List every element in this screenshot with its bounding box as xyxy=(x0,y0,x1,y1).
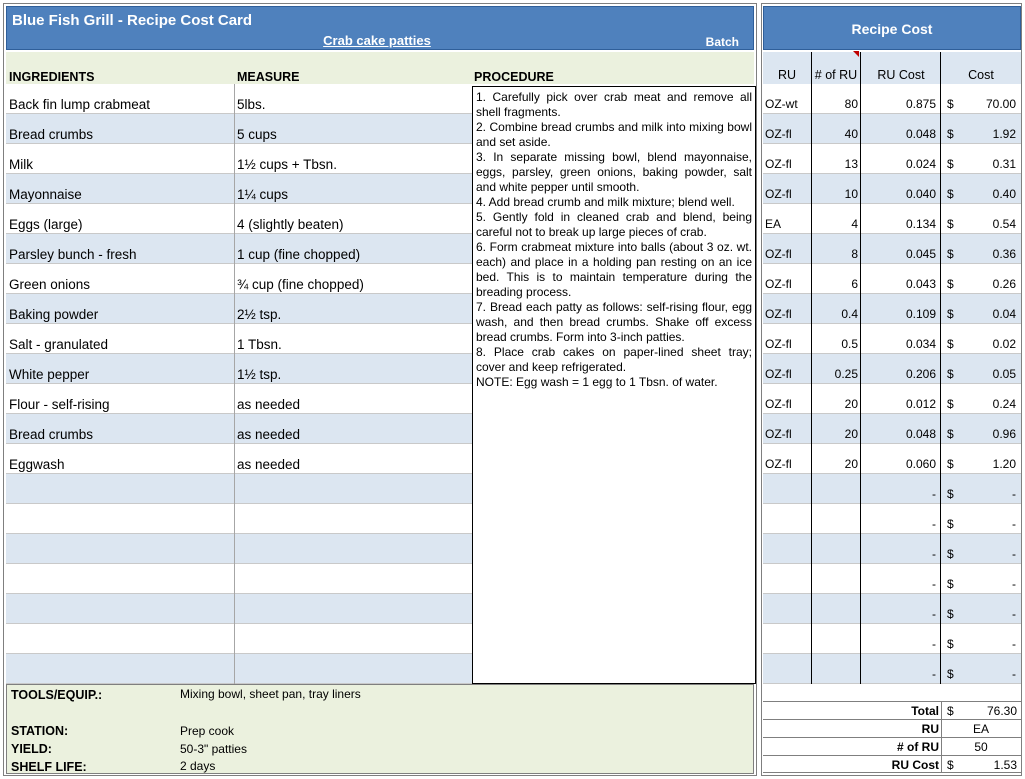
cost-title: Recipe Cost xyxy=(851,21,933,37)
cost-cell[interactable]: 0.02 xyxy=(992,337,1016,351)
cost-row xyxy=(763,444,1021,474)
ru-cost-cell[interactable]: 0.134 xyxy=(905,217,936,231)
ru-cell[interactable]: OZ-fl xyxy=(765,307,792,321)
ingredient-name[interactable]: Parsley bunch - fresh xyxy=(9,247,137,262)
totals-block xyxy=(763,701,1021,773)
ru-cost-cell[interactable]: 0.012 xyxy=(905,397,936,411)
cost-header: Cost xyxy=(968,68,994,82)
procedure-step: 4. Add bread crumb and milk mixture; blend well. xyxy=(476,195,735,209)
ingredient-row xyxy=(6,654,472,684)
cost-cell[interactable]: 0.31 xyxy=(992,157,1016,171)
currency-sign: $ xyxy=(947,457,954,471)
procedure-step: 8. Place crab cakes on paper-lined sheet tray; cover and keep refrigerated. xyxy=(476,345,752,374)
ru-cost-value[interactable]: 1.53 xyxy=(993,758,1017,772)
num-ru-value[interactable]: 50 xyxy=(974,740,988,754)
cost-row xyxy=(763,414,1021,444)
ru-cell[interactable]: OZ-fl xyxy=(765,367,792,381)
cost-cell[interactable]: 0.26 xyxy=(992,277,1016,291)
cell-divider xyxy=(234,84,235,114)
ru-cell[interactable]: OZ-fl xyxy=(765,457,792,471)
procedure-step: 5. Gently fold in cleaned crab and blend, being careful not to break up large pieces of crab. xyxy=(476,210,752,239)
ingredient-name[interactable]: Back fin lump crabmeat xyxy=(9,97,151,112)
ingredient-row xyxy=(6,414,472,444)
column-divider xyxy=(940,52,941,684)
num-ru-cell[interactable]: 40 xyxy=(844,127,858,141)
recipe-cost-panel xyxy=(761,3,1022,776)
currency-sign: $ xyxy=(947,217,954,231)
ru-cell[interactable]: OZ-wt xyxy=(765,97,798,111)
procedure-step: 3. In separate missing bowl, blend mayonnaise, eggs, parsley, green onions, baking powder, salt and white pepper until smooth. xyxy=(476,150,752,194)
ru-cost-cell[interactable]: - xyxy=(932,607,936,621)
batch-label: Batch xyxy=(705,35,739,49)
cost-cell[interactable]: - xyxy=(1012,607,1016,621)
ingredient-row xyxy=(6,624,472,654)
ingredient-name[interactable]: Green onions xyxy=(9,277,91,292)
currency-sign: $ xyxy=(947,307,954,321)
num-ru-cell[interactable]: 13 xyxy=(844,157,858,171)
ru-row xyxy=(763,719,1021,737)
num-ru-cell[interactable]: 80 xyxy=(844,97,858,111)
procedure-step: 6. Form crabmeat mixture into balls (about 3 oz. wt. each) and place in a holding pan resting on an ice bed. This is to maintain temperature during the breading process. xyxy=(476,240,752,299)
ingredient-name[interactable]: Flour - self-rising xyxy=(9,397,110,412)
cell-divider xyxy=(234,504,235,534)
num-ru-cell[interactable]: 6 xyxy=(851,277,858,291)
currency-sign: $ xyxy=(947,577,954,591)
currency-sign: $ xyxy=(947,427,954,441)
shelf-life-label: SHELF LIFE: xyxy=(11,760,87,774)
cost-row xyxy=(763,204,1021,234)
cost-cell[interactable]: 70.00 xyxy=(985,97,1016,111)
cell-divider xyxy=(234,174,235,204)
currency-sign: $ xyxy=(947,157,954,171)
column-header-row xyxy=(6,52,754,84)
total-label: Total xyxy=(911,704,939,718)
num-ru-header: # of RU xyxy=(814,68,858,82)
cost-row xyxy=(763,474,1021,504)
ru-cost-cell[interactable]: 0.024 xyxy=(905,157,936,171)
ru-cost-cell[interactable]: - xyxy=(932,547,936,561)
cost-title-bar xyxy=(763,6,1021,50)
num-ru-cell[interactable]: 10 xyxy=(844,187,858,201)
recipe-footer xyxy=(6,684,754,774)
procedure-step: 7. Bread each patty as follows: self-rising flour, egg wash, and then bread crumbs. Shake off excess bread crumbs. Form into 3-inch patties. xyxy=(476,300,752,344)
ingredient-measure[interactable]: 5lbs. xyxy=(237,97,266,112)
cost-row xyxy=(763,624,1021,654)
ru-cost-cell[interactable]: 0.875 xyxy=(905,97,936,111)
num-ru-cell[interactable]: 20 xyxy=(844,457,858,471)
ingredient-row xyxy=(6,564,472,594)
ingredient-row xyxy=(6,474,472,504)
cost-cell[interactable]: 0.36 xyxy=(992,247,1016,261)
ingredient-row xyxy=(6,294,472,324)
ingredient-row xyxy=(6,354,472,384)
station-value[interactable]: Prep cook xyxy=(180,724,235,738)
column-divider xyxy=(860,52,861,684)
cost-cell[interactable]: 0.04 xyxy=(992,307,1016,321)
cost-cell[interactable]: 0.24 xyxy=(992,397,1016,411)
yield-value[interactable]: 50-3" patties xyxy=(180,742,247,756)
ingredient-measure[interactable]: 1¼ cups xyxy=(237,187,289,202)
cost-row xyxy=(763,234,1021,264)
ru-cost-header: RU Cost xyxy=(877,68,925,82)
recipe-name: Crab cake patties xyxy=(323,33,431,48)
ingredient-measure[interactable]: 2½ tsp. xyxy=(237,307,282,322)
cost-row xyxy=(763,354,1021,384)
cost-cell[interactable]: - xyxy=(1012,637,1016,651)
ru-header: RU xyxy=(777,68,797,82)
ingredient-name[interactable]: Mayonnaise xyxy=(9,187,82,202)
ingredient-measure[interactable]: 4 (slightly beaten) xyxy=(237,217,344,232)
cost-cell[interactable]: 0.54 xyxy=(992,217,1016,231)
ru-cost-cell[interactable]: 0.034 xyxy=(905,337,936,351)
ru-cost-label: RU Cost xyxy=(891,758,939,772)
ru-value[interactable]: EA xyxy=(972,722,989,736)
ingredients-table xyxy=(6,84,472,684)
ru-cell[interactable]: OZ-fl xyxy=(765,157,792,171)
ingredient-name[interactable]: Baking powder xyxy=(9,307,99,322)
ru-cell[interactable]: OZ-fl xyxy=(765,427,792,441)
procedure-header: PROCEDURE xyxy=(474,70,554,84)
currency-sign: $ xyxy=(947,187,954,201)
num-ru-cell[interactable]: 0.25 xyxy=(834,367,858,381)
ru-cost-cell[interactable]: 0.043 xyxy=(905,277,936,291)
num-ru-cell[interactable]: 0.5 xyxy=(841,337,858,351)
cell-divider xyxy=(234,114,235,144)
measure-header: MEASURE xyxy=(237,70,300,84)
column-divider xyxy=(811,52,812,684)
cell-divider xyxy=(234,414,235,444)
total-row xyxy=(763,701,1021,719)
ingredient-row xyxy=(6,384,472,414)
cost-row xyxy=(763,384,1021,414)
cell-divider xyxy=(234,564,235,594)
cost-row xyxy=(763,84,1021,114)
currency-sign: $ xyxy=(947,607,954,621)
cell-divider xyxy=(234,444,235,474)
cost-cell[interactable]: - xyxy=(1012,667,1016,681)
ingredient-measure[interactable]: as needed xyxy=(237,397,301,412)
ru-cell[interactable]: OZ-fl xyxy=(765,187,792,201)
recipe-card xyxy=(3,3,757,776)
num-ru-cell[interactable]: 4 xyxy=(851,217,858,231)
cell-divider xyxy=(234,144,235,174)
ru-cost-cell[interactable]: 0.048 xyxy=(905,427,936,441)
ingredient-row xyxy=(6,114,472,144)
cell-divider xyxy=(234,204,235,234)
cost-cell[interactable]: 1.20 xyxy=(992,457,1016,471)
num-ru-cell[interactable]: 0.4 xyxy=(841,307,858,321)
cost-row xyxy=(763,294,1021,324)
ru-cost-cell[interactable]: - xyxy=(932,637,936,651)
cost-row xyxy=(763,594,1021,624)
ru-cost-cell[interactable]: 0.040 xyxy=(905,187,936,201)
currency-sign: $ xyxy=(947,667,954,681)
currency-sign: $ xyxy=(947,704,954,718)
ru-cost-cell[interactable]: 0.048 xyxy=(905,127,936,141)
cell-divider xyxy=(234,654,235,684)
cost-cell[interactable]: 0.40 xyxy=(992,187,1016,201)
ru-cell[interactable]: OZ-fl xyxy=(765,397,792,411)
currency-sign: $ xyxy=(947,367,954,381)
procedure-step: NOTE: Egg wash = 1 egg to 1 Tbsn. of water. xyxy=(476,375,718,389)
cost-table xyxy=(763,84,1021,684)
ru-cost-cell[interactable]: - xyxy=(932,577,936,591)
currency-sign: $ xyxy=(947,547,954,561)
page-title: Blue Fish Grill - Recipe Cost Card xyxy=(12,12,253,29)
ingredient-name[interactable]: Milk xyxy=(9,157,33,172)
ingredient-measure[interactable]: as needed xyxy=(237,427,301,442)
currency-sign: $ xyxy=(947,97,954,111)
ru-cell[interactable]: OZ-fl xyxy=(765,277,792,291)
cell-divider xyxy=(234,354,235,384)
cell-divider xyxy=(234,534,235,564)
ingredient-row xyxy=(6,594,472,624)
ru-cost-cell[interactable]: 0.109 xyxy=(905,307,936,321)
procedure-step: 2. Combine bread crumbs and milk into mixing bowl and set aside. xyxy=(476,120,752,149)
station-label: STATION: xyxy=(11,724,69,738)
ingredient-measure[interactable]: 5 cups xyxy=(237,127,277,142)
cost-row xyxy=(763,504,1021,534)
cost-cell[interactable]: - xyxy=(1012,487,1016,501)
shelf-life-value[interactable]: 2 days xyxy=(180,759,216,773)
currency-sign: $ xyxy=(947,247,954,261)
ru-cost-cell[interactable]: - xyxy=(932,667,936,681)
num-ru-row xyxy=(763,737,1021,755)
num-ru-label: # of RU xyxy=(897,740,939,754)
ru-cost-cell[interactable]: 0.060 xyxy=(905,457,936,471)
cell-divider xyxy=(234,594,235,624)
ru-cost-row xyxy=(763,755,1021,773)
cost-row xyxy=(763,534,1021,564)
cell-divider xyxy=(234,474,235,504)
cell-divider xyxy=(234,294,235,324)
cost-row xyxy=(763,324,1021,354)
cost-cell[interactable]: - xyxy=(1012,517,1016,531)
currency-sign: $ xyxy=(947,758,954,772)
cell-divider xyxy=(234,324,235,354)
title-bar xyxy=(6,6,754,50)
currency-sign: $ xyxy=(947,487,954,501)
ingredient-row xyxy=(6,324,472,354)
ru-cost-cell[interactable]: 0.206 xyxy=(905,367,936,381)
ru-cell[interactable]: OZ-fl xyxy=(765,337,792,351)
procedure-step: 1. Carefully pick over crab meat and remove all shell fragments. xyxy=(476,90,752,119)
cost-row xyxy=(763,174,1021,204)
ru-cost-cell[interactable]: - xyxy=(932,487,936,501)
ru-label: RU xyxy=(921,722,939,736)
cost-row xyxy=(763,114,1021,144)
ingredient-row xyxy=(6,84,472,114)
cost-row xyxy=(763,144,1021,174)
cost-cell[interactable]: 0.96 xyxy=(992,427,1016,441)
cell-divider xyxy=(234,264,235,294)
num-ru-cell[interactable]: 20 xyxy=(844,427,858,441)
cost-cell[interactable]: - xyxy=(1012,547,1016,561)
ingredient-row xyxy=(6,234,472,264)
ingredient-name[interactable]: Eggs (large) xyxy=(9,217,83,232)
ingredient-row xyxy=(6,174,472,204)
ingredient-name[interactable]: Bread crumbs xyxy=(9,427,94,442)
cost-cell[interactable]: 1.92 xyxy=(992,127,1016,141)
ingredient-name[interactable]: Salt - granulated xyxy=(9,337,109,352)
tools-label: TOOLS/EQUIP.: xyxy=(11,688,103,702)
cost-cell[interactable]: 0.05 xyxy=(992,367,1016,381)
ingredient-measure[interactable]: 1 Tbsn. xyxy=(237,337,282,352)
ingredient-measure[interactable]: 1 cup (fine chopped) xyxy=(237,247,361,262)
cost-cell[interactable]: - xyxy=(1012,577,1016,591)
ingredient-row xyxy=(6,444,472,474)
comment-indicator[interactable] xyxy=(853,51,859,57)
ingredient-row xyxy=(6,504,472,534)
ingredient-row xyxy=(6,204,472,234)
currency-sign: $ xyxy=(947,127,954,141)
ingredient-row xyxy=(6,264,472,294)
ru-cell[interactable]: EA xyxy=(765,217,782,231)
cost-row xyxy=(763,264,1021,294)
yield-label: YIELD: xyxy=(11,742,52,756)
ingredient-name[interactable]: Eggwash xyxy=(9,457,65,472)
num-ru-cell[interactable]: 20 xyxy=(844,397,858,411)
ru-cell[interactable]: OZ-fl xyxy=(765,247,792,261)
currency-sign: $ xyxy=(947,637,954,651)
cell-divider xyxy=(234,384,235,414)
ru-cost-cell[interactable]: 0.045 xyxy=(905,247,936,261)
cost-header-row xyxy=(763,52,1021,84)
ingredient-measure[interactable]: 1½ tsp. xyxy=(237,367,282,382)
cell-divider xyxy=(234,234,235,264)
ingredient-name[interactable]: Bread crumbs xyxy=(9,127,94,142)
currency-sign: $ xyxy=(947,337,954,351)
ingredient-measure[interactable]: ¾ cup (fine chopped) xyxy=(237,277,364,292)
ingredient-measure[interactable]: as needed xyxy=(237,457,301,472)
total-value[interactable]: 76.30 xyxy=(986,704,1017,718)
cost-row xyxy=(763,654,1021,684)
ingredient-name[interactable]: White pepper xyxy=(9,367,90,382)
ingredient-measure[interactable]: 1½ cups + Tbsn. xyxy=(237,157,337,172)
cell-divider xyxy=(234,624,235,654)
currency-sign: $ xyxy=(947,397,954,411)
tools-value[interactable]: Mixing bowl, sheet pan, tray liners xyxy=(180,687,361,701)
currency-sign: $ xyxy=(947,277,954,291)
ru-cell[interactable]: OZ-fl xyxy=(765,127,792,141)
num-ru-cell[interactable]: 8 xyxy=(851,247,858,261)
currency-sign: $ xyxy=(947,517,954,531)
ingredients-header: INGREDIENTS xyxy=(9,70,95,84)
ingredient-row xyxy=(6,144,472,174)
ingredient-row xyxy=(6,534,472,564)
procedure-box[interactable] xyxy=(472,86,756,684)
ru-cost-cell[interactable]: - xyxy=(932,517,936,531)
cost-row xyxy=(763,564,1021,594)
procedure-text xyxy=(476,90,752,390)
